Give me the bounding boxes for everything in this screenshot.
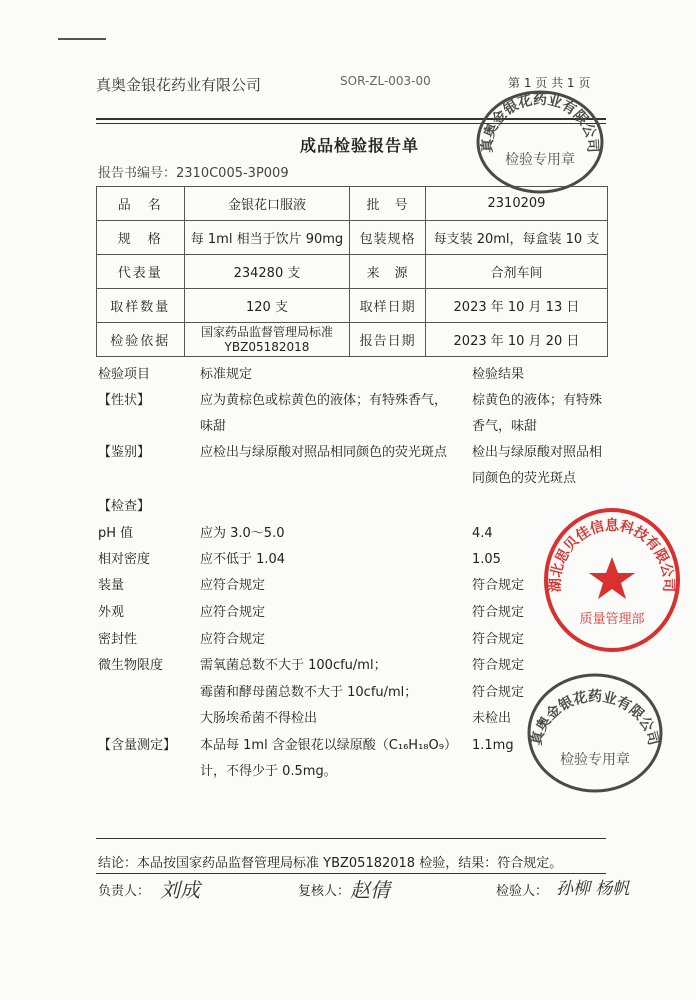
row-standard: 需氧菌总数不大于 100cfu/ml； [200, 658, 387, 673]
cell-value: 合剂车间 [425, 255, 607, 289]
report-number [98, 162, 289, 181]
cell-value: 国家药品监督管理局标准 YBZ05182018 [184, 323, 350, 357]
doc-code: SOR-ZL-003-00 [340, 74, 431, 88]
row-standard: 霉菌和酵母菌总数不大于 10cfu/ml； [200, 685, 418, 700]
inspector-label: 检验人： [496, 884, 549, 899]
scan-mark [58, 38, 106, 40]
row-item: 【鉴别】 [98, 445, 151, 460]
row-standard: 应为黄棕色或棕黄色的液体；有特殊香气，味甜 [200, 393, 448, 434]
reviewer-signature: 赵倩 [350, 878, 390, 902]
row-item: 微生物限度 [98, 658, 164, 673]
table-row [97, 289, 608, 323]
row-result: 检出与绿原酸对照品相同颜色的荧光斑点 [472, 445, 603, 486]
qc-stamp-bottom-ring-text: 真奥金银花药业有限公司 [528, 689, 662, 747]
cell-label: 取样日期 [350, 289, 425, 323]
row-result: 1.05 [472, 552, 501, 567]
row-standard: 应符合规定 [200, 605, 266, 620]
report-number-label: 报告书编号： [98, 166, 177, 181]
col-header-standard: 标准规定 [200, 367, 253, 382]
col-header-result: 检验结果 [472, 367, 525, 382]
report-number-value: 2310C005-3P009 [176, 166, 289, 181]
row-standard: 本品每 1ml 含金银花以绿原酸（C₁₆H₁₈O₉）计，不得少于 0.5mg。 [200, 738, 457, 779]
row-result: 符合规定 [472, 632, 525, 647]
qc-stamp-bottom [520, 668, 670, 798]
cell-label: 批 号 [350, 187, 425, 221]
row-result: 4.4 [472, 526, 493, 541]
row-result: 棕黄色的液体；有特殊香气，味甜 [472, 393, 603, 434]
row-standard: 大肠埃希菌不得检出 [200, 711, 318, 726]
cell-value: 金银花口服液 [184, 187, 350, 221]
cell-label: 检验依据 [97, 323, 185, 357]
cell-label: 品 名 [97, 187, 185, 221]
col-header-item: 检验项目 [98, 367, 151, 382]
cell-value: 2310209 [425, 187, 607, 221]
cell-value: 每 1ml 相当于饮片 90mg [184, 221, 350, 255]
red-stamp-center: 质量管理部 [579, 612, 645, 627]
qc-stamp-bottom-center: 检验专用章 [560, 752, 630, 768]
responsible-signature: 刘成 [160, 878, 200, 902]
conclusion-text: 结论：本品按国家药品监督管理局标准 YBZ05182018 检验，结果：符合规定。 [98, 856, 563, 871]
cell-label: 取样数量 [97, 289, 185, 323]
red-stamp-ring-text: 湖北思贝佳信息科技有限公司 [547, 517, 677, 593]
red-stamp [542, 505, 682, 655]
row-item: 相对密度 [98, 552, 151, 567]
company-name: 真奥金银花药业有限公司 [96, 76, 262, 94]
cell-value: 2023 年 10 月 20 日 [425, 323, 607, 357]
row-item: 【检查】 [98, 499, 151, 514]
row-item: 密封性 [98, 632, 138, 647]
row-result: 符合规定 [472, 658, 525, 673]
reviewer-label: 复核人： [298, 884, 351, 899]
cell-label: 包装规格 [350, 221, 425, 255]
row-standard: 应符合规定 [200, 578, 266, 593]
table-row [97, 255, 608, 289]
inspector-signature: 孙柳 杨帆 [556, 879, 630, 899]
info-table [96, 186, 608, 357]
row-item: 【含量测定】 [98, 738, 177, 753]
cell-label: 来 源 [350, 255, 425, 289]
table-row [97, 323, 608, 357]
page-info: 第 1 页 共 1 页 [508, 76, 591, 90]
row-item: pH 值 [98, 526, 134, 541]
cell-value: 120 支 [184, 289, 350, 323]
row-result: 符合规定 [472, 605, 525, 620]
cell-value: 2023 年 10 月 13 日 [425, 289, 607, 323]
row-standard: 应符合规定 [200, 632, 266, 647]
star-icon [589, 557, 635, 599]
cell-label: 代表量 [97, 255, 185, 289]
row-result: 符合规定 [472, 685, 525, 700]
row-standard: 应不低于 1.04 [200, 552, 286, 567]
row-result: 未检出 [472, 711, 512, 726]
cell-value: 每支装 20ml，每盒装 10 支 [425, 221, 607, 255]
row-result: 1.1mg [472, 738, 514, 753]
conclusion-rule [96, 838, 606, 839]
responsible-label: 负责人： [98, 884, 151, 899]
row-standard: 应检出与绿原酸对照品相同颜色的荧光斑点 [200, 445, 448, 460]
qc-stamp-top [470, 86, 610, 196]
cell-label: 报告日期 [350, 323, 425, 357]
qc-stamp-top-center: 检验专用章 [505, 152, 575, 168]
cell-label: 规 格 [97, 221, 185, 255]
qc-stamp-top-ring-text: 真奥金银花药业有限公司 [479, 92, 601, 154]
cell-value: 234280 支 [184, 255, 350, 289]
row-standard: 应为 3.0～5.0 [200, 526, 285, 541]
row-item: 装量 [98, 578, 125, 593]
row-item: 【性状】 [98, 393, 151, 408]
row-item: 外观 [98, 605, 125, 620]
report-title: 成品检验报告单 [300, 136, 420, 155]
table-row [97, 221, 608, 255]
row-result: 符合规定 [472, 578, 525, 593]
